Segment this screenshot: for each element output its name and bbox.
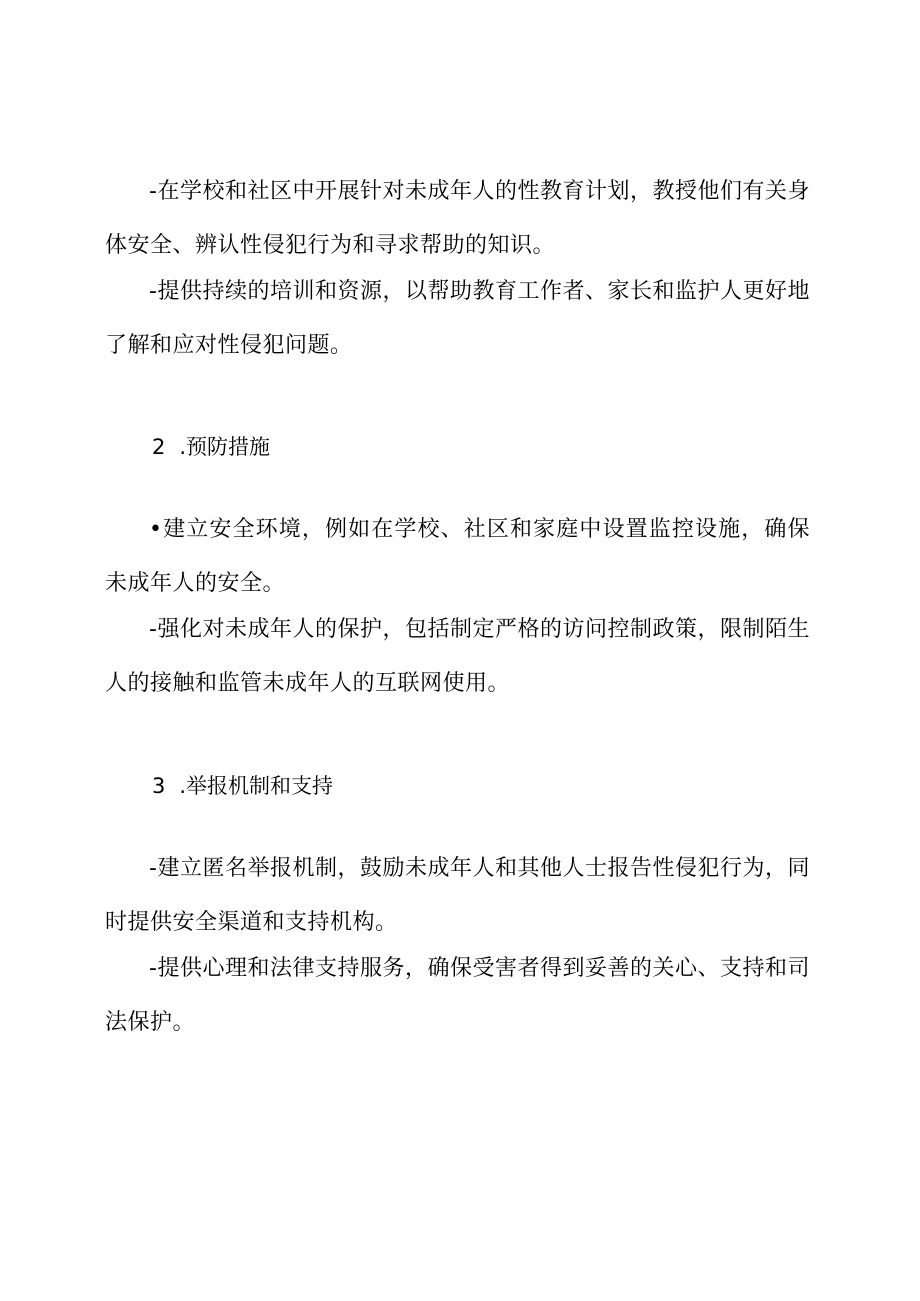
section-title: .举报机制和支持 [179,774,334,798]
paragraph: -提供心理和法律支持服务，确保受害者得到妥善的关心、支持和司法保护。 [105,956,810,1035]
paragraph: -建立匿名举报机制，鼓励未成年人和其他人士报告性侵犯行为，同时提供安全渠道和支持机构。 [105,856,810,935]
paragraph: -强化对未成年人的保护，包括制定严格的访问控制政策，限制陌生人的接触和监管未成年人的互联网使用。 [105,617,810,696]
paragraph: -在学校和社区中开展针对未成年人的性教育计划，教授他们有关身体安全、辨认性侵犯行为和寻求帮助的知识。 [105,179,810,258]
section-title: .预防措施 [179,435,271,459]
section-heading [152,771,333,801]
paragraph: -提供持续的培训和资源，以帮助教育工作者、家长和监护人更好地了解和应对性侵犯问题。 [105,279,810,358]
section-number: 3 [152,774,166,798]
section-heading [152,432,270,462]
section-number: 2 [152,435,166,459]
paragraph: •建立安全环境，例如在学校、社区和家庭中设置监控设施，确保未成年人的安全。 [105,517,810,596]
